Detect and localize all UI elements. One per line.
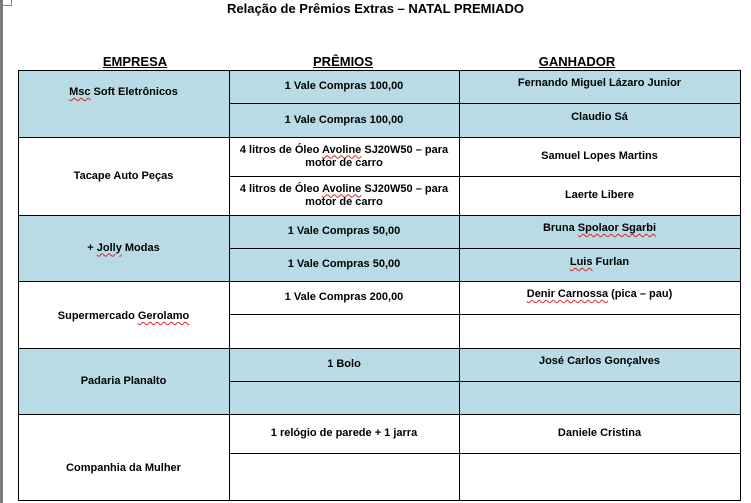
text-segment: Samuel Lopes Martins — [541, 150, 658, 162]
text-segment: Companhia da Mulher — [66, 461, 181, 474]
spellcheck-word: Msc — [69, 86, 91, 98]
table-gridline — [229, 314, 741, 315]
prize-cell — [229, 137, 459, 176]
company-name — [87, 242, 159, 255]
spellcheck-word: Denir Carnossa — [526, 288, 609, 300]
table-gridline — [459, 70, 460, 501]
winner-cell — [459, 414, 740, 453]
window-left-border — [0, 0, 3, 503]
table-gridline — [18, 281, 741, 282]
page-title: Relação de Prêmios Extras – NATAL PREMIADO — [227, 1, 524, 16]
winner-name — [565, 189, 634, 202]
text-segment: 4 litros de Óleo — [239, 182, 322, 195]
text-segment: Bruna — [542, 222, 578, 234]
text-segment: Daniele Cristina — [557, 427, 642, 439]
text-segment: 4 litros de Óleo — [239, 143, 322, 156]
spellcheck-word: Avoline — [321, 143, 362, 156]
prize-text — [282, 258, 407, 271]
prize-text — [279, 80, 410, 93]
text-segment: (pica – pau) — [608, 288, 673, 300]
table-gridline — [18, 215, 741, 216]
prize-cell — [229, 176, 459, 215]
text-segment: Claudio Sá — [571, 111, 628, 123]
table-gridline — [229, 381, 741, 382]
text-segment: José Carlos Gonçalves — [538, 355, 661, 367]
spellcheck-word: Avoline — [321, 182, 362, 195]
table-gridline — [229, 103, 741, 104]
text-segment: + — [87, 241, 97, 254]
table-gridline — [229, 70, 230, 501]
table-gridline — [18, 70, 741, 71]
spellcheck-word: Luis — [569, 256, 593, 268]
prize-cell — [229, 103, 459, 137]
table-gridline — [229, 176, 741, 177]
text-segment: Fernando Miguel Lázaro Junior — [517, 77, 682, 89]
header-premios: PRÊMIOS — [313, 54, 373, 69]
prize-cell — [229, 453, 459, 500]
winner-name — [541, 150, 658, 163]
spellcheck-word: Spolaor Sgarbi — [577, 222, 657, 234]
header-ganhador: GANHADOR — [538, 54, 616, 69]
table-gridline — [18, 70, 19, 501]
prize-text — [231, 144, 457, 170]
text-segment: Padaria Planalto — [80, 374, 167, 387]
text-segment: 1 Vale Compras 100,00 — [284, 80, 404, 92]
winner-cell — [459, 281, 740, 314]
prize-text — [279, 291, 410, 304]
spellcheck-word: Gerolamo — [137, 310, 190, 322]
winner-name — [570, 256, 629, 269]
text-segment: Tacape Auto Peças — [73, 169, 174, 182]
winner-name — [539, 355, 660, 368]
winner-cell — [459, 248, 740, 281]
winner-name — [558, 427, 641, 440]
header-empresa: EMPRESA — [102, 54, 168, 69]
winner-cell — [459, 215, 740, 248]
text-segment: 1 relógio de parede + 1 jarra — [270, 427, 418, 439]
prize-cell — [229, 215, 459, 248]
text-segment: Furlan — [592, 256, 630, 268]
table-gridline — [18, 348, 741, 349]
prize-text — [321, 358, 367, 371]
company-name — [58, 310, 189, 323]
winner-cell — [459, 137, 740, 176]
company-name-cell — [18, 137, 229, 215]
table-gridline — [18, 137, 741, 138]
winner-cell — [459, 103, 740, 137]
winner-cell — [459, 70, 740, 103]
company-name-cell — [18, 414, 229, 500]
text-segment: 1 Vale Compras 50,00 — [287, 225, 401, 237]
company-name — [81, 375, 167, 388]
company-name-cell — [18, 348, 229, 414]
text-segment: Supermercado — [57, 310, 138, 322]
table-gridline — [229, 453, 741, 454]
prize-cell — [229, 281, 459, 314]
text-segment: Soft Eletrônicos — [90, 86, 178, 98]
prize-text — [282, 225, 407, 238]
winner-cell — [459, 381, 740, 414]
winner-cell — [459, 453, 740, 500]
prize-cell — [229, 314, 459, 348]
company-name — [69, 86, 178, 99]
winner-cell — [459, 348, 740, 381]
text-segment: 1 Bolo — [327, 358, 361, 370]
winner-name — [543, 222, 656, 235]
text-segment: 1 Vale Compras 200,00 — [284, 291, 404, 303]
table-gridline — [18, 500, 741, 501]
winner-name — [518, 77, 681, 90]
company-name-cell — [18, 215, 229, 281]
prize-cell — [229, 414, 459, 453]
prize-cell — [229, 248, 459, 281]
prize-cell — [229, 348, 459, 381]
text-segment: Laerte Libere — [564, 189, 635, 201]
winner-cell — [459, 314, 740, 348]
text-segment: 1 Vale Compras 100,00 — [284, 113, 404, 126]
company-name — [74, 170, 174, 183]
prize-text — [279, 114, 410, 127]
winner-name — [527, 288, 673, 301]
table-gridline — [740, 70, 741, 501]
company-name — [66, 462, 181, 475]
text-segment: SJ20W50 – para motor de carro — [305, 182, 449, 208]
company-name-cell — [18, 281, 229, 348]
table-gridline — [18, 414, 741, 415]
prize-cell — [229, 381, 459, 414]
table-gridline — [229, 248, 741, 249]
prize-text — [265, 427, 423, 440]
text-segment: Modas — [121, 241, 160, 254]
text-segment: SJ20W50 – para motor de carro — [305, 143, 449, 169]
winner-name — [571, 111, 628, 124]
prize-text — [231, 183, 457, 209]
winner-cell — [459, 176, 740, 215]
spellcheck-word: Jolly — [96, 241, 122, 254]
text-segment: 1 Vale Compras 50,00 — [287, 258, 401, 270]
company-name-cell — [18, 70, 229, 137]
prize-cell — [229, 70, 459, 103]
